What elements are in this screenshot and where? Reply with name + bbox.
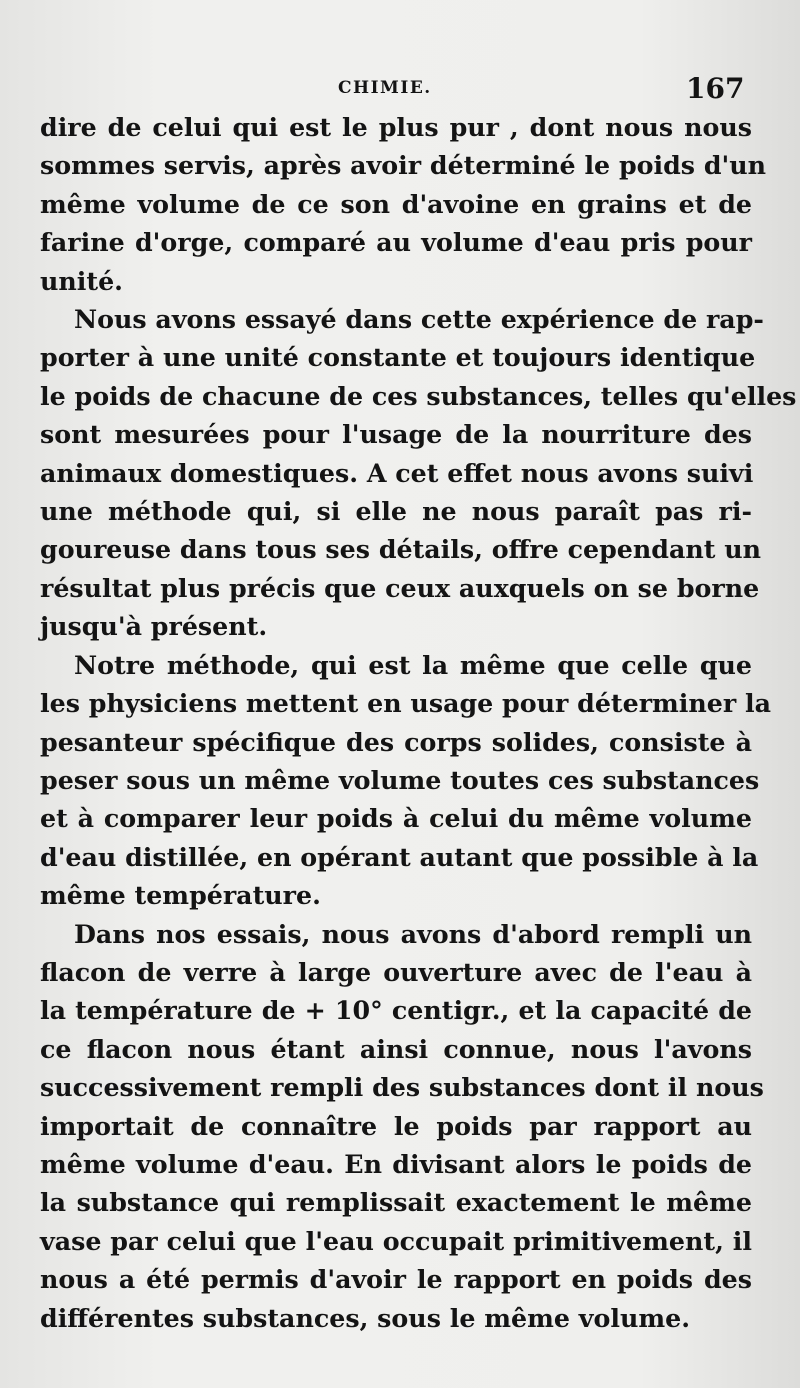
paragraph-2 [40, 300, 797, 646]
text-line: Dans nos essais, nous avons d'abord rempli un [74, 918, 752, 949]
text-line: goureuse dans tous ses détails, offre cependant un [40, 534, 762, 565]
text-line: les physiciens mettent en usage pour déterminer la [40, 688, 772, 719]
text-line: Nous avons essayé dans cette expérience de rap- [74, 304, 764, 335]
text-line: même volume de ce son d'avoine en grains et de [40, 188, 752, 219]
text-line: même volume d'eau. En divisant alors le poids de [40, 1148, 752, 1179]
body-text [40, 108, 797, 1337]
page-number: 167 [686, 72, 745, 105]
text-line: sommes servis, après avoir déterminé le poids d'un [40, 150, 767, 181]
text-line: unité. [40, 265, 123, 296]
text-line: même température. [40, 880, 321, 911]
text-line: résultat plus précis que ceux auxquels on se borne [40, 572, 760, 603]
text-line: une méthode qui, si elle ne nous paraît pas ri- [40, 496, 752, 527]
text-line: le poids de chacune de ces substances, telles qu'elles [40, 380, 797, 411]
text-line: farine d'orge, comparé au volume d'eau pris pour [40, 227, 752, 258]
paragraph-1 [40, 108, 767, 300]
text-line: ce flacon nous étant ainsi connue, nous l'avons [40, 1033, 752, 1064]
text-line: peser sous un même volume toutes ces substances [40, 764, 760, 795]
text-line: différentes substances, sous le même volume. [40, 1302, 691, 1333]
page-header [0, 70, 800, 110]
paragraph-4 [40, 915, 764, 1337]
text-line: la température de + 10° centigr., et la capacité de [40, 995, 752, 1026]
text-line: la substance qui remplissait exactement le même [40, 1187, 752, 1218]
text-line: pesanteur spécifique des corps solides, consiste à [40, 726, 752, 757]
text-line: dire de celui qui est le plus pur , dont nous nous [40, 112, 752, 142]
text-line: flacon de verre à large ouverture avec de l'eau à [40, 956, 752, 987]
running-title: CHIMIE. [338, 78, 432, 98]
paragraph-3 [40, 646, 772, 915]
text-line: Notre méthode, qui est la même que celle que [74, 649, 752, 680]
text-line: animaux domestiques. A cet effet nous avons suivi [40, 457, 754, 488]
text-line: d'eau distillée, en opérant autant que possible à la [40, 841, 759, 872]
text-line: sont mesurées pour l'usage de la nourriture des [40, 419, 752, 450]
text-line: jusqu'à présent. [40, 611, 268, 642]
text-line: et à comparer leur poids à celui du même volume [40, 803, 752, 834]
text-line: vase par celui que l'eau occupait primitivement, il [40, 1225, 752, 1256]
text-line: nous a été permis d'avoir le rapport en poids des [40, 1264, 752, 1295]
text-line: porter à une unité constante et toujours identique [40, 342, 756, 373]
text-line: importait de connaître le poids par rapport au [40, 1110, 752, 1141]
text-line: successivement rempli des substances dont il nous [40, 1072, 764, 1103]
